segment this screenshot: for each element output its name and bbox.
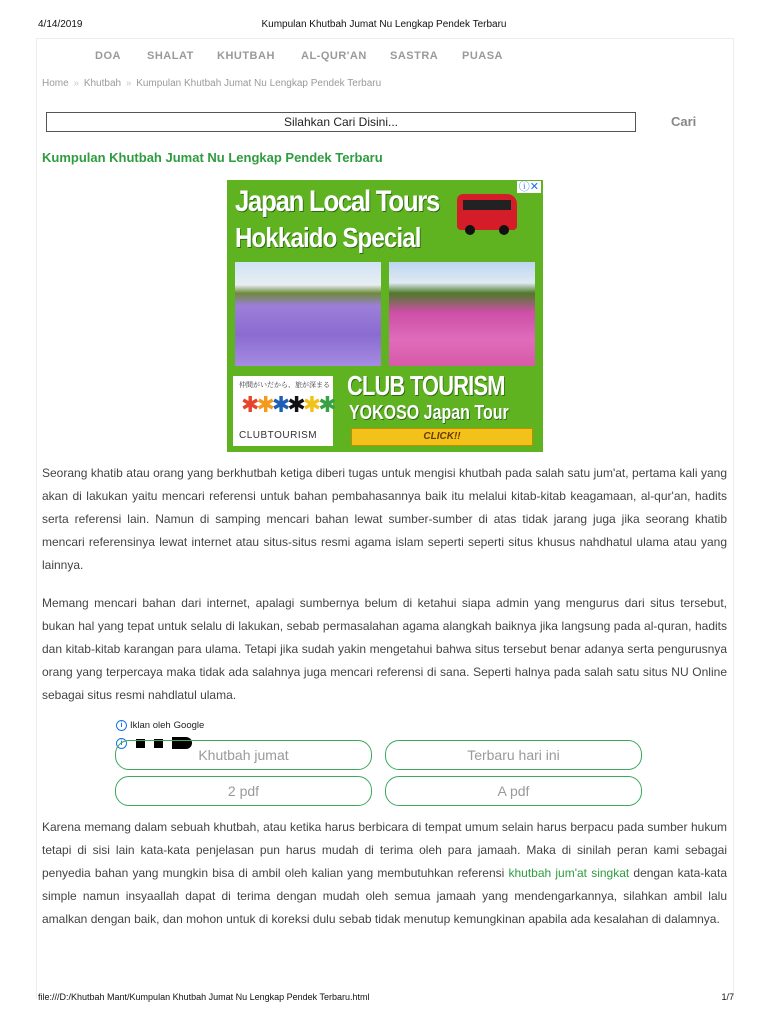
- logo-tagline: 仲間がいだから、旅が深まる: [239, 382, 330, 389]
- ad-link-chip[interactable]: Terbaru hari ini: [385, 740, 642, 770]
- nav-item-khutbah[interactable]: KHUTBAH: [217, 50, 275, 62]
- search-input[interactable]: Silahkan Cari Disini...: [46, 112, 636, 132]
- ads-label-google: Google: [173, 720, 205, 731]
- ad-banner[interactable]: [227, 180, 543, 452]
- ads-label-prefix: Iklan oleh: [130, 720, 171, 731]
- paragraph-3-text: Karena memang dalam sebuah khutbah, atau ketika harus berbicara di tempat umum selain harus berpacu pada sumber hukum tetapi di sisi lain kata-kata penjelasan pun harus mudah di terima oleh para jamaah. Maka di sinilah peran kami sebagai penyedia bahan yang mungkin bisa di ambil oleh kalian yang membutuhkan referensi: [42, 820, 727, 880]
- info-icon[interactable]: i: [116, 738, 127, 749]
- clubtourism-logo: [233, 376, 333, 446]
- page-title: Kumpulan Khutbah Jumat Nu Lengkap Pendek Terbaru: [42, 150, 383, 165]
- breadcrumb-separator: »: [73, 78, 80, 89]
- paragraph-3: [42, 816, 727, 931]
- search-button[interactable]: Cari: [671, 114, 697, 129]
- paragraph-3-text: dengan kata-kata simple namun insyaallah dapat di terima dengan mudah oleh semua jamaah yang mendengarkannya, silahkan ambil lalu amalkan dengan baik, dan mohon untuk di koreksi dulu sebab tidak menutup kemungkinan apabila ada kesalahan di dalamnya.: [42, 866, 727, 926]
- ad-subtitle: YOKOSO Japan Tour: [349, 402, 509, 424]
- breadcrumb: [42, 78, 381, 89]
- nav-item-sastra[interactable]: SASTRA: [390, 50, 439, 62]
- info-icon[interactable]: i: [116, 720, 127, 731]
- nav-item-shalat[interactable]: SHALAT: [147, 50, 194, 62]
- print-title: Kumpulan Khutbah Jumat Nu Lengkap Pendek Terbaru: [261, 19, 507, 30]
- nav-item-puasa[interactable]: PUASA: [462, 50, 504, 62]
- breadcrumb-khutbah[interactable]: Khutbah: [83, 78, 122, 89]
- ads-by-google-label[interactable]: [116, 720, 204, 731]
- bus-image: [457, 194, 517, 230]
- main-nav: [95, 50, 503, 62]
- print-file-path: file:///D:/Khutbah Mant/Kumpulan Khutbah Jumat Nu Lengkap Pendek Terbaru.html: [38, 992, 370, 1002]
- print-page-number: 1/7: [721, 992, 734, 1002]
- ad-headline-1: Japan Local Tours: [235, 185, 440, 218]
- paragraph-2: Memang mencari bahan dari internet, apalagi sumbernya belum di ketahui siapa admin yang mengurus dari situs tersebut, bukan hal yang tepat untuk selalu di lakukan, sebab permasalahan agama alangkah baiknya jika langsung pada al-quran, hadits dan kitab-kitab karangan para ulama. Tetapi jika sudah yakin mengetahui bahwa situs tersebut benar adanya serta pengurusnya orang yang terpercaya maka tidak ada salahnya juga mencari referensi di sana. Seperti halnya pada salah satu situs NU Online sebagai situs resmi nahdlatul ulama.: [42, 596, 727, 702]
- breadcrumb-separator: »: [125, 78, 132, 89]
- print-date: 4/14/2019: [38, 19, 83, 30]
- nav-item-doa[interactable]: DOA: [95, 50, 121, 62]
- dancing-people-icon: ✱✱✱✱✱✱: [241, 392, 334, 417]
- breadcrumb-current: Kumpulan Khutbah Jumat Nu Lengkap Pendek Terbaru: [136, 78, 382, 89]
- pink-flower-field-image: [389, 262, 535, 366]
- lavender-field-image: [235, 262, 381, 366]
- ad-close-icon[interactable]: ⓘ✕: [518, 181, 539, 193]
- ad-brand: CLUB TOURISM: [347, 370, 505, 401]
- paragraph-1: Seorang khatib atau orang yang berkhutbah ketiga diberi tugas untuk mengisi khutbah pada salah satu jum'at, pertama kali yang akan di lakukan yaitu mencari referensi untuk bahan pembahasannya baik itu melalui kitab-kitab keagamaan, al-qur'an, hadits serta referensi lain. Namun di samping mencari bahan lewat sumber-sumber di atas tidak jarang juga jika seorang khatib mencari referensinya lewat internet atau situs-situs resmi agama islam seperti seperti situs khusus nahdhatul ulama atau yang lainnya.: [42, 466, 727, 572]
- khutbah-singkat-link[interactable]: khutbah jum'at singkat: [508, 866, 630, 880]
- ad-link-chip[interactable]: Khutbah jumat: [115, 740, 372, 770]
- logo-text: CLUBTOURISM: [239, 430, 318, 441]
- ad-link-chip[interactable]: 2 pdf: [115, 776, 372, 806]
- ad-click-button[interactable]: CLICK!!: [351, 428, 533, 446]
- ad-headline-2: Hokkaido Special: [235, 222, 421, 253]
- nav-item-alquran[interactable]: AL-QUR'AN: [301, 50, 367, 62]
- ad-link-chip[interactable]: A pdf: [385, 776, 642, 806]
- breadcrumb-home[interactable]: Home: [42, 78, 69, 89]
